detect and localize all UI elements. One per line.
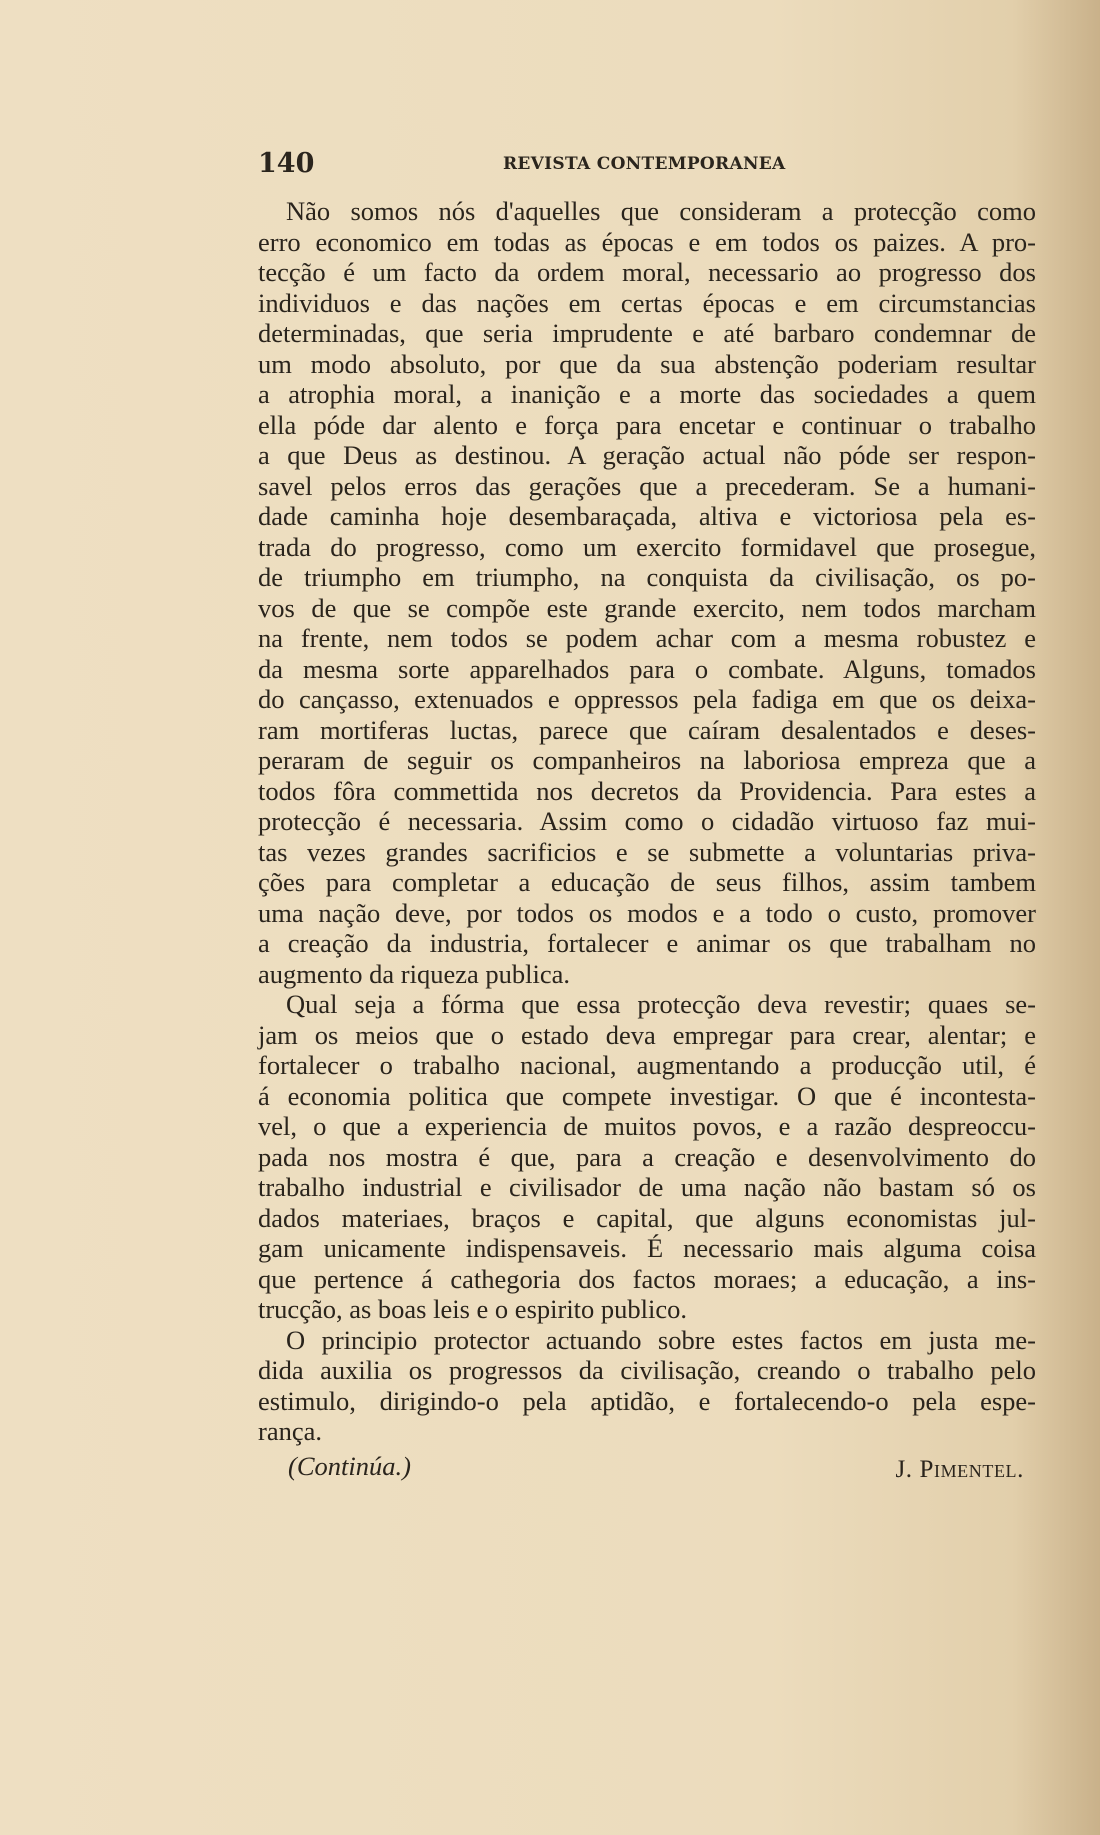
author-signature: J. Pimentel. <box>895 1455 1024 1483</box>
text-line: trabalho industrial e civilisador de uma nação não bastam só os <box>258 1172 1036 1202</box>
text-line: tas vezes grandes sacrificios e se submette a voluntarias priva- <box>258 836 1036 867</box>
text-line: dados materiaes, braços e capital, que alguns economistas jul- <box>258 1202 1036 1233</box>
text-line: pada nos mostra é que, para a creação e desenvolvimento do <box>258 1141 1036 1172</box>
text-line: á economia politica que compete investigar. O que é incontesta- <box>258 1080 1036 1111</box>
text-line: a atrophia moral, a inanição e a morte das sociedades a quem <box>258 379 1036 409</box>
text-line: que pertence á cathegoria dos factos moraes; a educação, a ins- <box>258 1263 1036 1294</box>
text-line: determinadas, que seria imprudente e até barbaro condemnar de <box>258 318 1036 348</box>
text-line: Não somos nós d'aquelles que consideram a protecção como <box>286 196 1036 226</box>
text-line: jam os meios que o estado deva empregar para crear, alentar; e <box>258 1019 1036 1050</box>
page-header <box>258 146 1036 186</box>
text-line: protecção é necessaria. Assim como o cidadão virtuoso faz mui- <box>258 806 1036 836</box>
text-line: dida auxilia os progressos da civilisação, creando o trabalho pelo <box>258 1355 1036 1385</box>
text-line: a creação da industria, fortalecer e animar os que trabalham no <box>258 928 1036 958</box>
text-line: de triumpho em triumpho, na conquista da civilisação, os po- <box>258 562 1036 592</box>
text-line: ram mortiferas luctas, parece que caíram desalentados e deses- <box>258 714 1036 745</box>
text-line: vos de que se compõe este grande exercito, nem todos marcham <box>258 592 1036 623</box>
text-line: Qual seja a fórma que essa protecção deva revestir; quaes se- <box>286 989 1036 1019</box>
paragraph <box>258 989 1036 1325</box>
text-line: trucção, as boas leis e o espirito publico. <box>258 1294 688 1324</box>
text-line: individuos e das nações em certas épocas e em circumstancias <box>258 287 1036 318</box>
text-line: O principio protector actuando sobre estes factos em justa me- <box>286 1324 1036 1355</box>
text-line: um modo absoluto, por que da sua abstenção poderiam resultar <box>258 348 1036 379</box>
text-line: ções para completar a educação de seus filhos, assim tambem <box>258 867 1036 897</box>
article-body <box>258 196 1036 1491</box>
page-number: 140 <box>258 148 315 179</box>
text-line: uma nação deve, por todos os modos e a todo o custo, promover <box>258 897 1036 928</box>
article-closing <box>258 1451 1036 1491</box>
text-line: tecção é um facto da ordem moral, necessario ao progresso dos <box>258 257 1036 287</box>
text-line: savel pelos erros das gerações que a precederam. Se a humani- <box>258 470 1036 501</box>
text-line: estimulo, dirigindo-o pela aptidão, e fortalecendo-o pela espe- <box>258 1385 1036 1416</box>
paragraph <box>258 196 1036 989</box>
text-line: augmento da riqueza publica. <box>258 958 570 989</box>
text-line: trada do progresso, como um exercito formidavel que prosegue, <box>258 531 1036 562</box>
text-line: rança. <box>258 1416 322 1446</box>
text-line: erro economico em todas as épocas e em todos os paizes. A pro- <box>258 226 1036 257</box>
text-line: peraram de seguir os companheiros na laboriosa empreza que a <box>258 745 1036 775</box>
text-line: do cançasso, extenuados e oppressos pela fadiga em que os deixa- <box>258 684 1036 714</box>
text-line: na frente, nem todos se podem achar com a mesma robustez e <box>258 623 1036 653</box>
text-line: ella póde dar alento e força para encetar e continuar o trabalho <box>258 409 1036 440</box>
paragraph <box>258 1325 1036 1447</box>
continued-note: (Continúa.) <box>288 1450 411 1481</box>
text-line: gam unicamente indispensaveis. É necessario mais alguma coisa <box>258 1233 1036 1263</box>
text-line: fortalecer o trabalho nacional, augmentando a producção util, é <box>258 1050 1036 1080</box>
text-line: a que Deus as destinou. A geração actual não póde ser respon- <box>258 440 1036 470</box>
text-line: todos fôra commettida nos decretos da Providencia. Para estes a <box>258 775 1036 806</box>
running-title: REVISTA CONTEMPORANEA <box>503 154 786 174</box>
text-line: dade caminha hoje desembaraçada, altiva e victoriosa pela es- <box>258 501 1036 531</box>
text-line: da mesma sorte apparelhados para o combate. Alguns, tomados <box>258 653 1036 684</box>
text-line: vel, o que a experiencia de muitos povos, e a razão despreoccu- <box>258 1111 1036 1141</box>
